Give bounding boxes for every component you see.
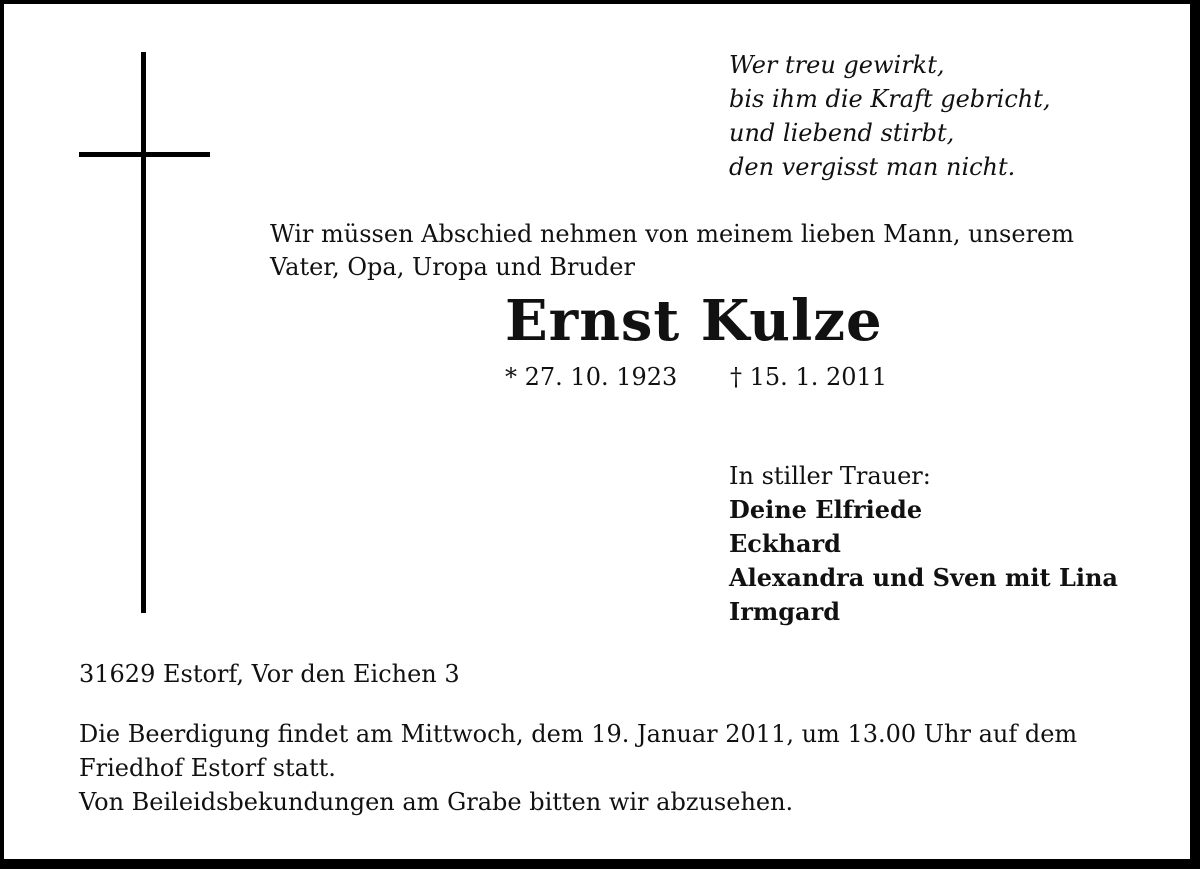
birth-date: * 27. 10. 1923: [505, 363, 678, 391]
memorial-poem: [729, 48, 1051, 184]
funeral-information: [79, 717, 1139, 819]
condolence-note: Von Beileidsbekundungen am Grabe bitten wir abzusehen.: [79, 788, 794, 816]
deceased-name: Ernst Kulze: [505, 288, 883, 354]
death-date: † 15. 1. 2011: [730, 363, 888, 391]
cross-horizontal-bar: [79, 152, 210, 157]
cross-vertical-bar: [141, 52, 146, 613]
mourner-name: Alexandra und Sven mit Lina: [729, 563, 1118, 592]
mourners-heading: In stiller Trauer:: [729, 462, 931, 490]
poem-line: Wer treu gewirkt,: [729, 51, 945, 79]
poem-line: und liebend stirbt,: [729, 119, 955, 147]
mourner-name: Deine Elfriede: [729, 495, 923, 524]
mourner-name: Eckhard: [729, 529, 841, 558]
poem-line: bis ihm die Kraft gebricht,: [729, 85, 1051, 113]
mourner-name: Irmgard: [729, 597, 841, 626]
funeral-details: Die Beerdigung findet am Mittwoch, dem 19. Januar 2011, um 13.00 Uhr auf dem Friedhof Estorf statt.: [79, 720, 1078, 782]
farewell-intro: Wir müssen Abschied nehmen von meinem lieben Mann, unserem Vater, Opa, Uropa und Bruder: [270, 220, 1075, 281]
mourners-list: [729, 459, 1118, 629]
poem-line: den vergisst man nicht.: [729, 153, 1016, 181]
family-address: 31629 Estorf, Vor den Eichen 3: [79, 660, 460, 688]
